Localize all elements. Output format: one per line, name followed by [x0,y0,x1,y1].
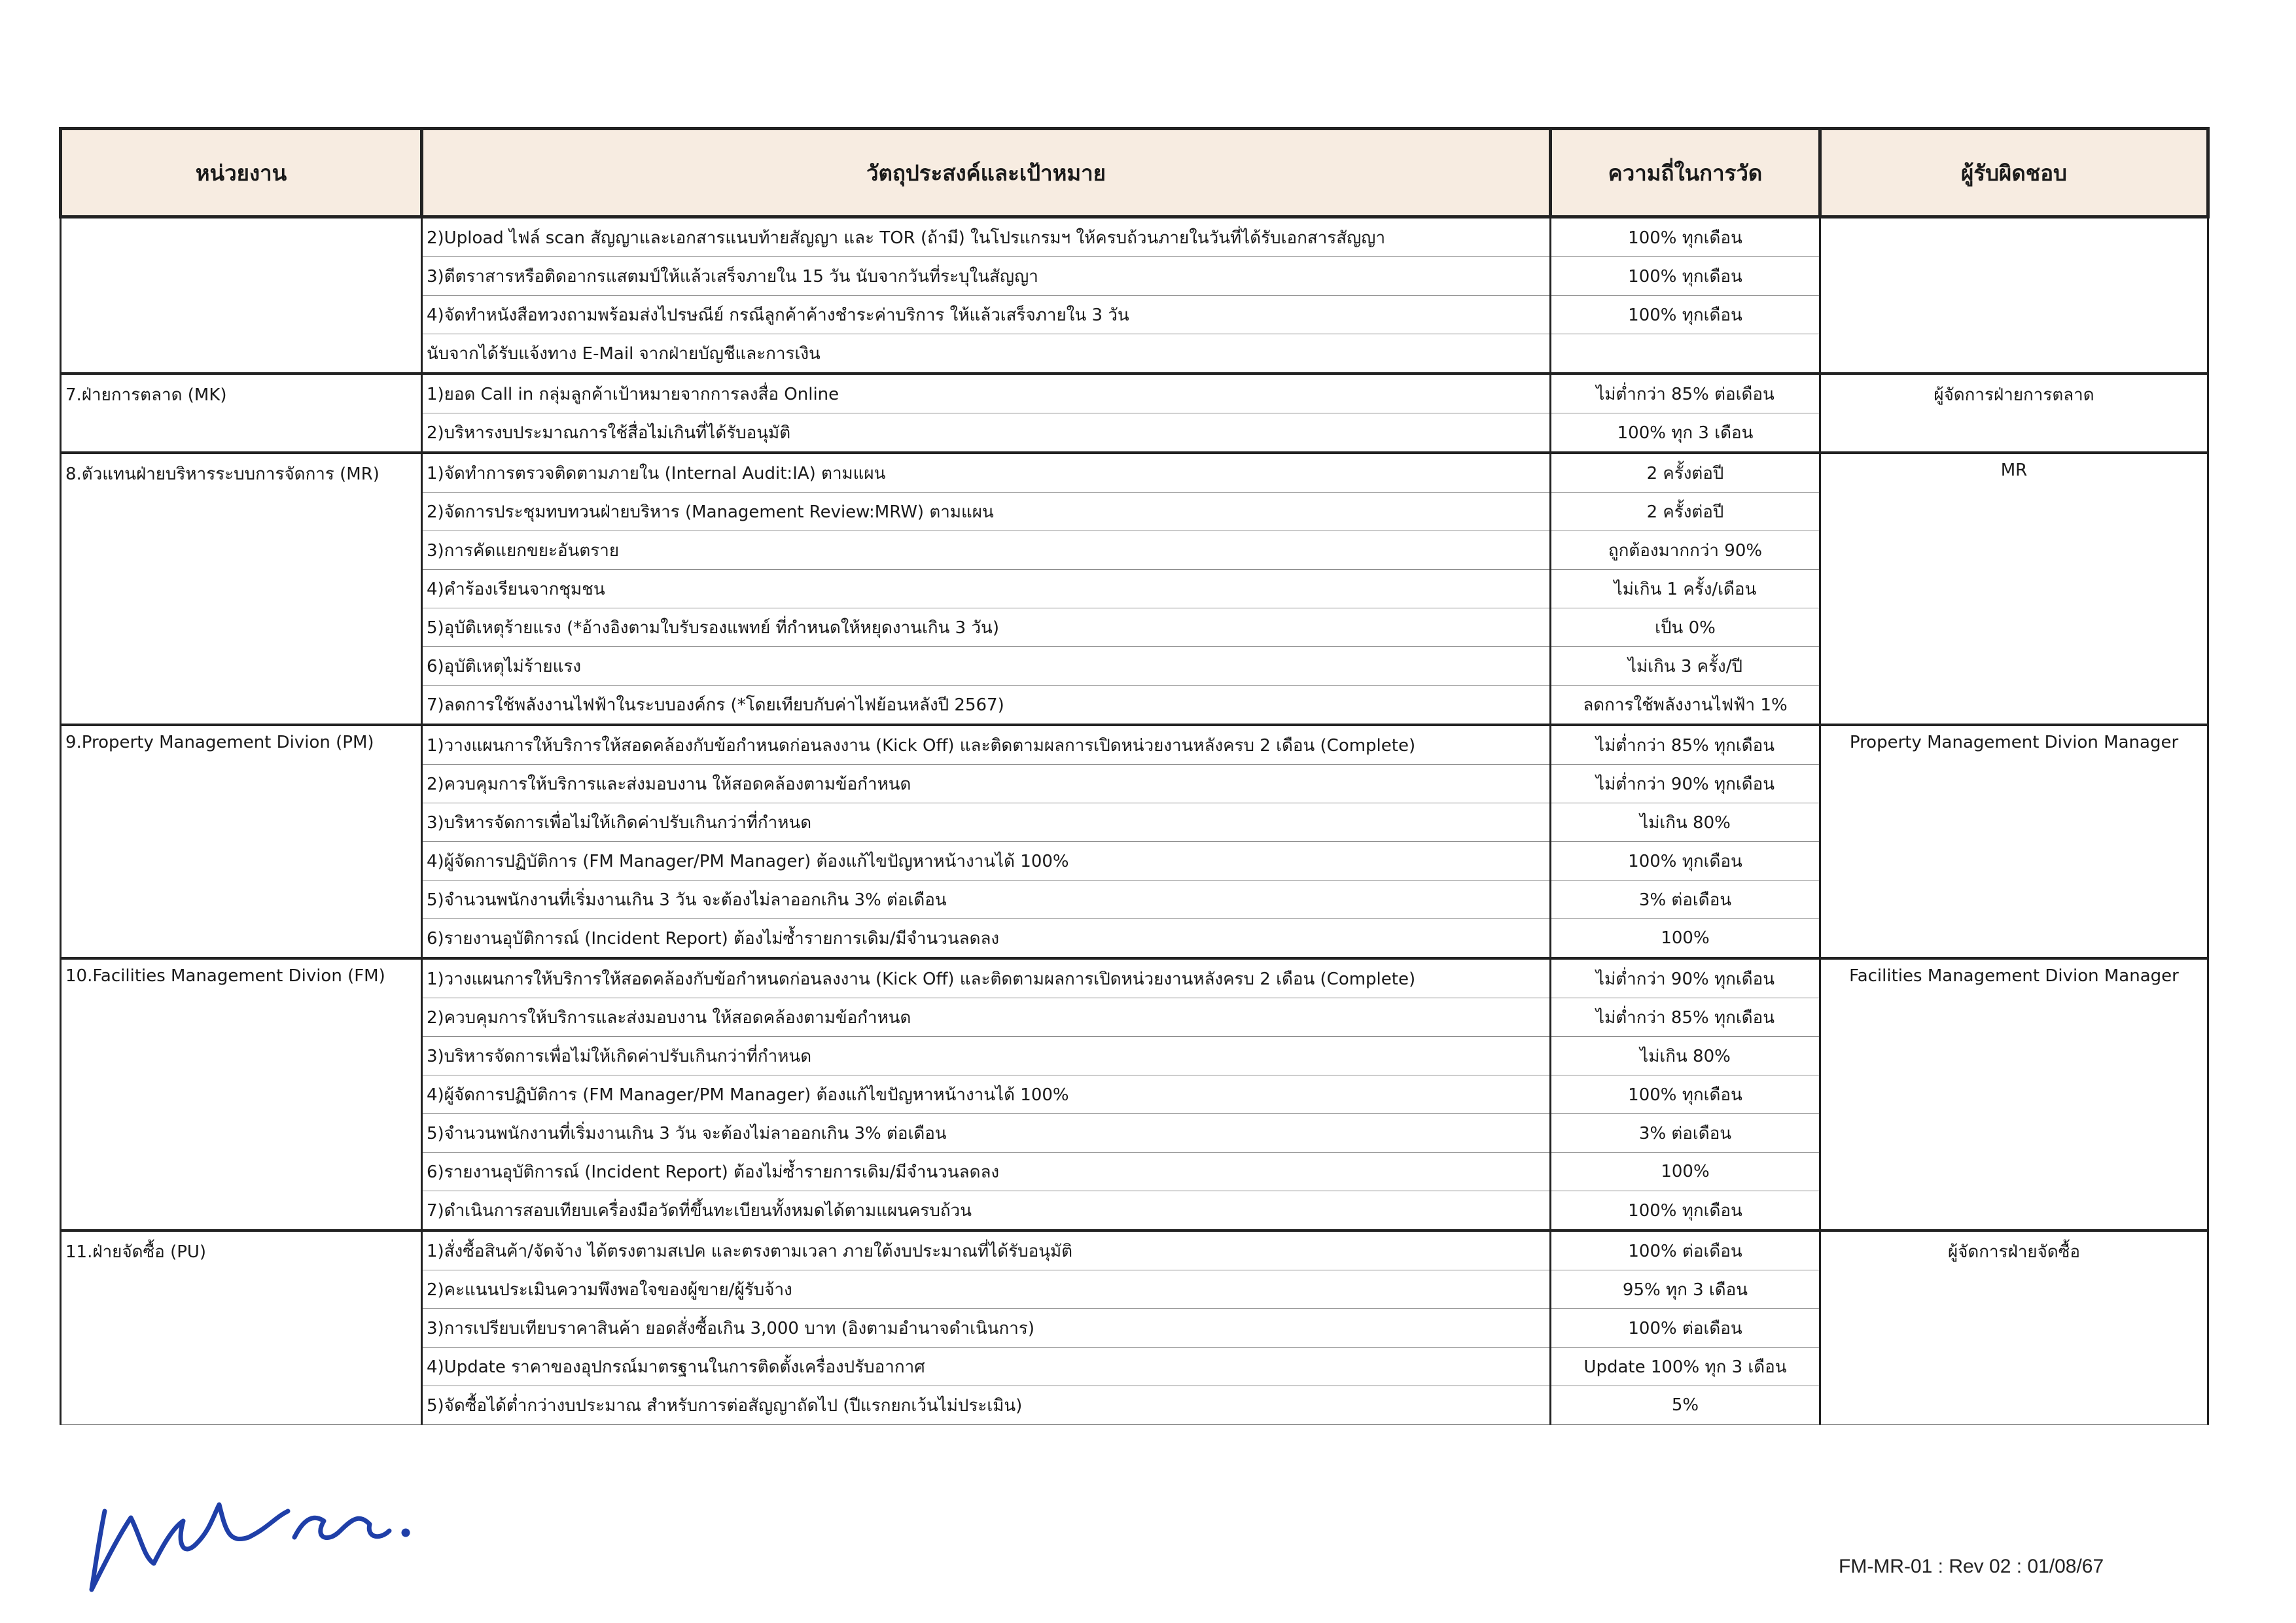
signature-image [79,1465,419,1596]
frequency-cell: Update 100% ทุก 3 เดือน [1551,1348,1820,1386]
owner-cell: Property Management Divion Manager [1820,725,2208,958]
objective-cell: 2)จัดการประชุมทบทวนฝ่ายบริหาร (Management Review:MRW) ตามแผน [422,493,1551,531]
frequency-cell: เป็น 0% [1551,608,1820,647]
objective-cell: 1)จัดทำการตรวจติดตามภายใน (Internal Audit:IA) ตามแผน [422,453,1551,493]
frequency-cell: ถูกต้องมากกว่า 90% [1551,531,1820,570]
frequency-cell: 2 ครั้งต่อปี [1551,493,1820,531]
kpi-table [59,127,2210,1425]
objective-cell: 3)การคัดแยกขยะอันตราย [422,531,1551,570]
objective-cell: 2)บริหารงบประมาณการใช้สื่อไม่เกินที่ได้รับอนุมัติ [422,413,1551,453]
table-row [61,453,2208,493]
frequency-cell: 3% ต่อเดือน [1551,881,1820,919]
objective-cell: 7)ดำเนินการสอบเทียบเครื่องมือวัดที่ขึ้นทะเบียนทั้งหมดได้ตามแผนครบถ้วน [422,1191,1551,1231]
objective-cell: 5)อุบัติเหตุร้ายแรง (*อ้างอิงตามใบรับรองแพทย์ ที่กำหนดให้หยุดงานเกิน 3 วัน) [422,608,1551,647]
frequency-cell: ไม่ต่ำกว่า 85% ทุกเดือน [1551,725,1820,765]
table-row [61,374,2208,413]
frequency-cell: 2 ครั้งต่อปี [1551,453,1820,493]
frequency-cell [1551,334,1820,374]
form-code: FM-MR-01 : Rev 02 : 01/08/67 [1839,1556,2104,1577]
objective-cell: 3)บริหารจัดการเพื่อไม่ให้เกิดค่าปรับเกินกว่าที่กำหนด [422,803,1551,842]
objective-cell: 6)อุบัติเหตุไม่ร้ายแรง [422,647,1551,686]
unit-cell [61,217,422,374]
frequency-cell: 100% [1551,919,1820,959]
objective-cell: 2)ควบคุมการให้บริการและส่งมอบงาน ให้สอดคล้องตามข้อกำหนด [422,998,1551,1037]
objective-cell: 1)วางแผนการให้บริการให้สอดคล้องกับข้อกำหนดก่อนลงงาน (Kick Off) และติดตามผลการเปิดหน่วยงานหลังครบ 2 เดือน (Complete) [422,958,1551,998]
unit-cell: 7.ฝ่ายการตลาด (MK) [61,374,422,453]
frequency-cell: ไม่เกิน 1 ครั้ง/เดือน [1551,570,1820,608]
objective-cell: 5)จำนวนพนักงานที่เริ่มงานเกิน 3 วัน จะต้องไม่ลาออกเกิน 3% ต่อเดือน [422,881,1551,919]
table-row [61,958,2208,998]
frequency-cell: 100% ต่อเดือน [1551,1230,1820,1270]
frequency-cell: ไม่เกิน 3 ครั้ง/ปี [1551,647,1820,686]
frequency-cell: ไม่เกิน 80% [1551,1037,1820,1075]
objective-cell: 6)รายงานอุบัติการณ์ (Incident Report) ต้องไม่ซ้ำรายการเดิม/มีจำนวนลดลง [422,919,1551,959]
frequency-cell: 100% ทุกเดือน [1551,1075,1820,1114]
header-frequency: ความถี่ในการวัด [1551,129,1820,217]
table-row [61,725,2208,765]
objective-cell: 1)ยอด Call in กลุ่มลูกค้าเป้าหมายจากการลงสื่อ Online [422,374,1551,413]
frequency-cell: 100% ทุกเดือน [1551,1191,1820,1231]
objective-cell: 3)ตีตราสารหรือติดอากรแสตมป์ให้แล้วเสร็จภายใน 15 วัน นับจากวันที่ระบุในสัญญา [422,257,1551,296]
header-unit: หน่วยงาน [61,129,422,217]
owner-cell: ผู้จัดการฝ่ายการตลาด [1820,374,2208,453]
objective-cell: 1)สั่งซื้อสินค้า/จัดจ้าง ได้ตรงตามสเปค และตรงตามเวลา ภายใต้งบประมาณที่ได้รับอนุมัติ [422,1230,1551,1270]
unit-cell: 9.Property Management Divion (PM) [61,725,422,958]
owner-cell: MR [1820,453,2208,725]
frequency-cell: 3% ต่อเดือน [1551,1114,1820,1153]
frequency-cell: 100% ต่อเดือน [1551,1309,1820,1348]
frequency-cell: 100% ทุกเดือน [1551,217,1820,257]
objective-cell: 2)คะแนนประเมินความพึงพอใจของผู้ขาย/ผู้รับจ้าง [422,1270,1551,1309]
frequency-cell: 100% [1551,1153,1820,1191]
objective-cell: 2)Upload ไฟล์ scan สัญญาและเอกสารแนบท้ายสัญญา และ TOR (ถ้ามี) ในโปรแกรมฯ ให้ครบถ้วนภายในวันที่ได้รับเอกสารสัญญา [422,217,1551,257]
objective-cell: 7)ลดการใช้พลังงานไฟฟ้าในระบบองค์กร (*โดยเทียบกับค่าไฟย้อนหลังปี 2567) [422,686,1551,725]
objective-cell: 5)จัดซื้อได้ต่ำกว่างบประมาณ สำหรับการต่อสัญญาถัดไป (ปีแรกยกเว้นไม่ประเมิน) [422,1386,1551,1425]
table-row [61,217,2208,257]
unit-cell: 10.Facilities Management Divion (FM) [61,958,422,1230]
table-row [61,1230,2208,1270]
unit-cell: 8.ตัวแทนฝ่ายบริหารระบบการจัดการ (MR) [61,453,422,725]
frequency-cell: 100% ทุก 3 เดือน [1551,413,1820,453]
frequency-cell: 100% ทุกเดือน [1551,257,1820,296]
owner-cell [1820,217,2208,374]
objective-cell: นับจากได้รับแจ้งทาง E-Mail จากฝ่ายบัญชีและการเงิน [422,334,1551,374]
frequency-cell: ไม่เกิน 80% [1551,803,1820,842]
objective-cell: 4)ผู้จัดการปฏิบัติการ (FM Manager/PM Manager) ต้องแก้ไขปัญหาหน้างานได้ 100% [422,842,1551,881]
table-body [61,217,2208,1425]
header-objective: วัตถุประสงค์และเป้าหมาย [422,129,1551,217]
objective-cell: 4)Update ราคาของอุปกรณ์มาตรฐานในการติดตั้งเครื่องปรับอากาศ [422,1348,1551,1386]
unit-cell: 11.ฝ่ายจัดซื้อ (PU) [61,1230,422,1425]
owner-cell: Facilities Management Divion Manager [1820,958,2208,1230]
objective-cell: 4)ผู้จัดการปฏิบัติการ (FM Manager/PM Manager) ต้องแก้ไขปัญหาหน้างานได้ 100% [422,1075,1551,1114]
table-header-row [61,129,2208,217]
header-owner: ผู้รับผิดชอบ [1820,129,2208,217]
frequency-cell: ลดการใช้พลังงานไฟฟ้า 1% [1551,686,1820,725]
objective-cell: 3)การเปรียบเทียบราคาสินค้า ยอดสั่งซื้อเกิน 3,000 บาท (อิงตามอำนาจดำเนินการ) [422,1309,1551,1348]
objective-cell: 4)คำร้องเรียนจากชุมชน [422,570,1551,608]
frequency-cell: 100% ทุกเดือน [1551,842,1820,881]
objective-cell: 6)รายงานอุบัติการณ์ (Incident Report) ต้องไม่ซ้ำรายการเดิม/มีจำนวนลดลง [422,1153,1551,1191]
objective-cell: 1)วางแผนการให้บริการให้สอดคล้องกับข้อกำหนดก่อนลงงาน (Kick Off) และติดตามผลการเปิดหน่วยงานหลังครบ 2 เดือน (Complete) [422,725,1551,765]
objective-cell: 5)จำนวนพนักงานที่เริ่มงานเกิน 3 วัน จะต้องไม่ลาออกเกิน 3% ต่อเดือน [422,1114,1551,1153]
frequency-cell: 5% [1551,1386,1820,1425]
frequency-cell: ไม่ต่ำกว่า 85% ต่อเดือน [1551,374,1820,413]
frequency-cell: ไม่ต่ำกว่า 90% ทุกเดือน [1551,765,1820,803]
objective-cell: 3)บริหารจัดการเพื่อไม่ให้เกิดค่าปรับเกินกว่าที่กำหนด [422,1037,1551,1075]
frequency-cell: ไม่ต่ำกว่า 90% ทุกเดือน [1551,958,1820,998]
frequency-cell: ไม่ต่ำกว่า 85% ทุกเดือน [1551,998,1820,1037]
frequency-cell: 100% ทุกเดือน [1551,296,1820,334]
frequency-cell: 95% ทุก 3 เดือน [1551,1270,1820,1309]
objective-cell: 4)จัดทำหนังสือทวงถามพร้อมส่งไปรษณีย์ กรณีลูกค้าค้างชำระค่าบริการ ให้แล้วเสร็จภายใน 3 วัน [422,296,1551,334]
objective-cell: 2)ควบคุมการให้บริการและส่งมอบงาน ให้สอดคล้องตามข้อกำหนด [422,765,1551,803]
owner-cell: ผู้จัดการฝ่ายจัดซื้อ [1820,1230,2208,1425]
